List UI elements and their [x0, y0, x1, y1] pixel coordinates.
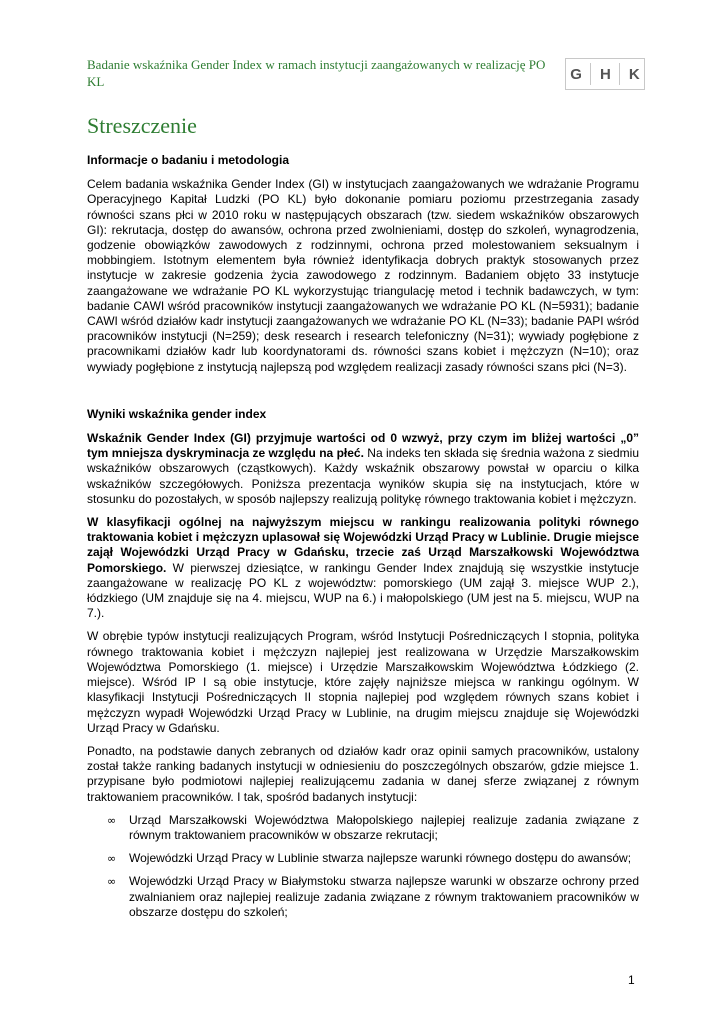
- results-paragraph-1-text: Na indeks ten składa się średnia ważona z siedmiu wskaźników obszarowych (cząstkowych). Każdy wskaźnik obszarowy powstał w oparciu o kilka wskaźników szczegółowych. Poniższa prezentacja wyników skupia się na instytucjach, które w stosunku do pozostałych, w sposób najlepszy realizują politykę równego traktowania kobiet i mężczyzn.: [87, 446, 639, 506]
- logo-letter-g: G: [570, 65, 582, 83]
- logo-divider: [590, 63, 591, 85]
- list-item: [87, 813, 639, 843]
- results-paragraph-2-bold: W klasyfikacji ogólnej na najwyższym miejscu w rankingu realizowania polityki równego traktowania kobiet i mężczyzn uplasował się Wojewódzki Urząd Pracy w Lublinie. Drugie miejsce zajął Wojewódzki Urząd Pracy w Gdańsku, trzecie zaś Urząd Marszałkowski Województwa Pomorskiego.: [87, 515, 639, 575]
- logo-letter-h: H: [599, 65, 611, 83]
- list-item: [87, 874, 639, 920]
- results-paragraph-2-text: W pierwszej dziesiątce, w rankingu Gender Index znajdują się wszystkie instytucje zaangażowane w realizację PO KL z województw: pomorskiego (UM zajął 3. miejsce WUP 2.), łódzkiego (UM znajduje się na 4. miejscu, WUP na 6.) i małopolskiego (UM jest na 5. miejscu, WUP na 7.).: [87, 560, 639, 621]
- infinity-bullet-icon: ∞: [107, 875, 117, 889]
- section-heading-results: Wyniki wskaźnika gender index: [87, 406, 267, 421]
- ghk-logo: [565, 58, 645, 90]
- page-title: Streszczenie: [87, 113, 197, 138]
- list-item-text: Wojewódzki Urząd Pracy w Białymstoku stwarza najlepsze warunki w obszarze ochrony przed zwalnianiem oraz najlepiej realizuje zadania związane z równym traktowaniem pracowników w obszarze dostępu do szkoleń;: [129, 874, 639, 919]
- results-paragraph-3: W obrębie typów instytucji realizujących Program, wśród Instytucji Pośredniczących I stopnia, polityka równego traktowania kobiet i mężczyzn najlepiej jest realizowana w Urzędzie Marszałkowskim Województwa Pomorskiego (1. miejsce) i Urzędzie Marszałkowskim Województwa Łódzkiego (2. miejsce). Wśród IP I są obie instytucje, które zajęły najniższe miejsca w rankingu ogólnym. W klasyfikacji Instytucji Pośredniczących II stopnia najlepiej pod względem równych szans kobiet i mężczyzn wypadł Wojewódzki Urząd Pracy w Lublinie, na drugim miejscu znajduje się Wojewódzki Urząd Pracy w Gdańsku.: [87, 629, 639, 735]
- document-header-title: Badanie wskaźnika Gender Index w ramach instytucji zaangażowanych w realizację PO KL: [87, 57, 546, 89]
- section-spacer: [87, 383, 639, 407]
- results-paragraph-4: Ponadto, na podstawie danych zebranych od działów kadr oraz opinii samych pracowników, ustalony został także ranking badanych instytucji w odniesieniu do poszczególnych obszarów, gdzie miejsce 1. przypisane było podmiotowi najlepiej realizującemu zadania w danej sferze związanej z równym traktowaniem pracowników. I tak, spośród badanych instytucji:: [87, 743, 639, 804]
- document-body: [87, 153, 639, 928]
- logo-divider: [619, 63, 620, 85]
- results-paragraph-1-bold: Wskaźnik Gender Index (GI) przyjmuje wartości od 0 wzwyż, przy czym im bliżej wartości „0” tym mniejsza dyskryminacja ze względu na płeć.: [87, 431, 639, 461]
- ranking-list: [87, 813, 639, 920]
- list-item-text: Wojewódzki Urząd Pracy w Lublinie stwarza najlepsze warunki równego dostępu do awansów;: [129, 851, 632, 866]
- infinity-bullet-icon: ∞: [107, 852, 117, 866]
- methodology-paragraph: Celem badania wskaźnika Gender Index (GI) w instytucjach zaangażowanych we wdrażanie Programu Operacyjnego Kapitał Ludzki (PO KL) było dokonanie pomiaru poziomu przestrzegania zasady równości szans płci w 2010 roku w następujących obszarach (tzw. siedem wskaźników obszarowych GI): rekrutacja, dostęp do awansów, ochrona przed zwolnieniami, dostęp do szkoleń, wynagrodzenia, godzenie obowiązków zawodowych z rodzinnymi, ochrona przed molestowaniem seksualnym i mobbingiem. Istotnym elementem była również identyfikacja dobrych praktyk stosowanych przez instytucje w zakresie godzenia życia zawodowego z rodzinnym. Badaniem objęto 33 instytucje zaangażowane we wdrażanie PO KL wykorzystując triangulację metod i technik badawczych, w tym: badanie CAWI wśród pracowników instytucji zaangażowanych we wdrażanie PO KL (N=5931); badanie CAWI wśród działów kadr instytucji zaangażowanych we wdrażanie PO KL (N=33); badanie PAPI wśród pracowników instytucji (N=259); desk research i research telefoniczny (N=31); wywiady pogłębione z pracownikami działów kadr lub koordynatorami ds. równości szans kobiet i mężczyzn (N=10); oraz wywiady pogłębione z instytucją najlepszą pod względem realizacji zasady równości szans płci (N=3).: [87, 177, 639, 374]
- results-paragraph-1: [87, 431, 639, 507]
- section-heading-methodology: Informacje o badaniu i metodologia: [87, 153, 290, 167]
- page-number: 1: [628, 973, 635, 987]
- infinity-bullet-icon: ∞: [107, 813, 117, 827]
- logo-letter-k: K: [628, 65, 640, 83]
- list-item: [87, 851, 639, 866]
- list-item-text: Urząd Marszałkowski Województwa Małopolskiego najlepiej realizuje zadania związane z równym traktowaniem pracowników w obszarze rekrutacji;: [129, 812, 639, 842]
- results-paragraph-2: [87, 515, 639, 621]
